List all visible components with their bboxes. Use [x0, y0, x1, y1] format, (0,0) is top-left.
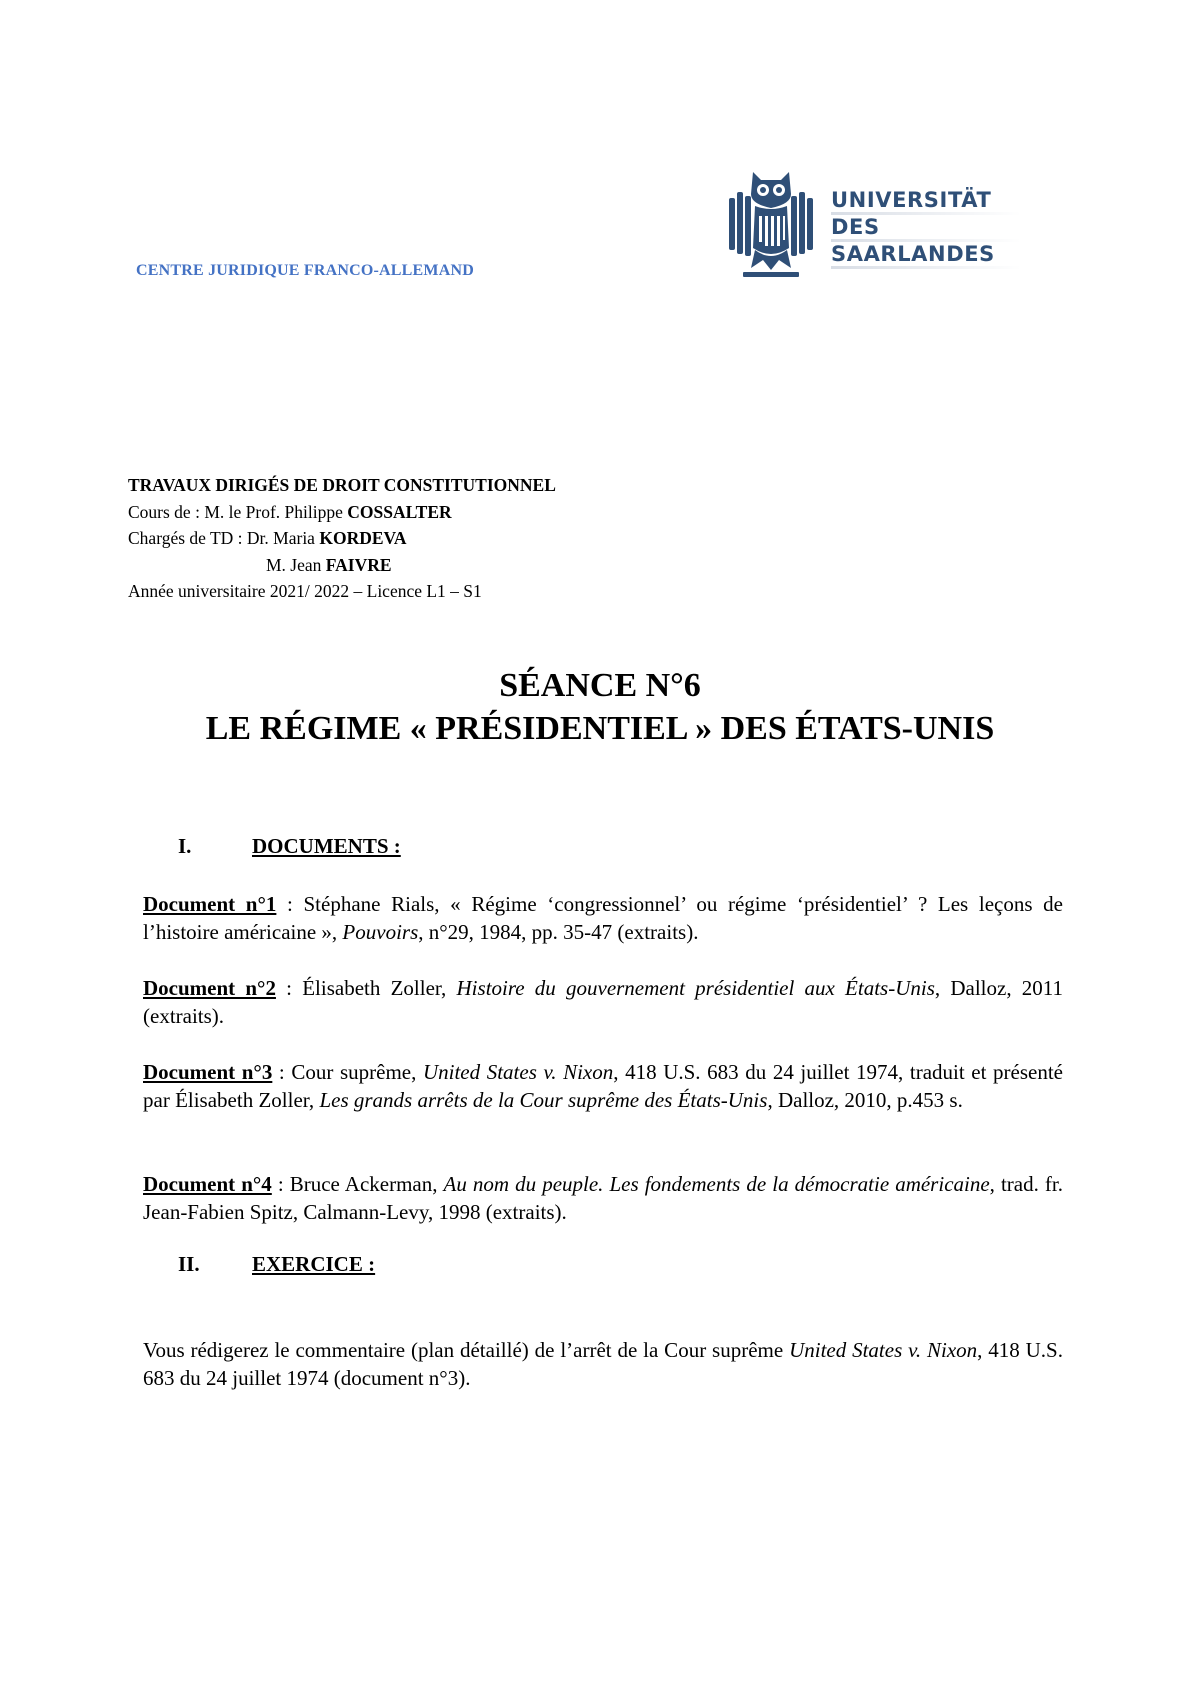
logo-text-universitat: UNIVERSITÄT: [831, 188, 992, 212]
page-title: [0, 664, 1200, 750]
title-seance: SÉANCE N°6: [499, 667, 701, 704]
course-professor: Cours de : M. le Prof. Philippe COSSALTER: [128, 501, 452, 522]
document-item: Document n°2 : Élisabeth Zoller, Histoire du gouvernement présidentiel aux États-Unis, Dalloz, 2011 (extraits).: [143, 976, 1064, 1028]
course-info: [128, 472, 556, 605]
course-td-2: M. Jean FAIVRE: [266, 554, 392, 575]
document-item: Document n°3 : Cour suprême, United States v. Nixon, 418 U.S. 683 du 24 juillet 1974, traduit et présenté par Élisabeth Zoller, Les grands arrêts de la Cour suprême des États-Unis, Dalloz, 2010, p.453 s.: [143, 1060, 1063, 1112]
document-item: Document n°4 : Bruce Ackerman, Au nom du peuple. Les fondements de la démocratie américaine, trad. fr. Jean-Fabien Spitz, Calmann-Levy, 1998 (extraits).: [143, 1172, 1064, 1224]
document-ref: Document n°2: [143, 976, 276, 1000]
title-regime: LE RÉGIME « PRÉSIDENTIEL » DES ÉTATS-UNIS: [205, 710, 995, 747]
section-label: DOCUMENTS :: [252, 834, 401, 858]
logo-divider: [831, 266, 1021, 269]
owl-logo-icon: [725, 168, 817, 284]
section-exercice: [178, 1252, 375, 1277]
section-documents: [178, 834, 401, 859]
document-ref: Document n°3: [143, 1060, 273, 1084]
section-number: II.: [178, 1252, 200, 1276]
logo-text-des: DES: [831, 215, 880, 239]
university-logo: [725, 168, 1025, 284]
section-number: I.: [178, 834, 192, 858]
exercice-text: Vous rédigerez le commentaire (plan détaillé) de l’arrêt de la Cour suprême United States v. Nixon, 418 U.S. 683 du 24 juillet 1974 (document n°3).: [143, 1338, 1063, 1390]
section-label: EXERCICE :: [252, 1252, 376, 1276]
course-year: Année universitaire 2021/ 2022 – Licence L1 – S1: [128, 581, 482, 601]
document-ref: Document n°4: [143, 1172, 272, 1196]
centre-juridique-header: CENTRE JURIDIQUE FRANCO-ALLEMAND: [136, 262, 474, 279]
course-td-1: Chargés de TD : Dr. Maria KORDEVA: [128, 528, 407, 548]
logo-text-saarlandes: SAARLANDES: [831, 242, 995, 266]
document-item: Document n°1 : Stéphane Rials, « Régime ‘congressionnel’ ou régime ‘présidentiel’ ? Les leçons de l’histoire américaine », Pouvoirs, n°29, 1984, pp. 35-47 (extraits).: [143, 892, 1063, 944]
course-heading: TRAVAUX DIRIGÉS DE DROIT CONSTITUTIONNEL: [128, 475, 556, 495]
document-ref: Document n°1: [143, 892, 277, 916]
